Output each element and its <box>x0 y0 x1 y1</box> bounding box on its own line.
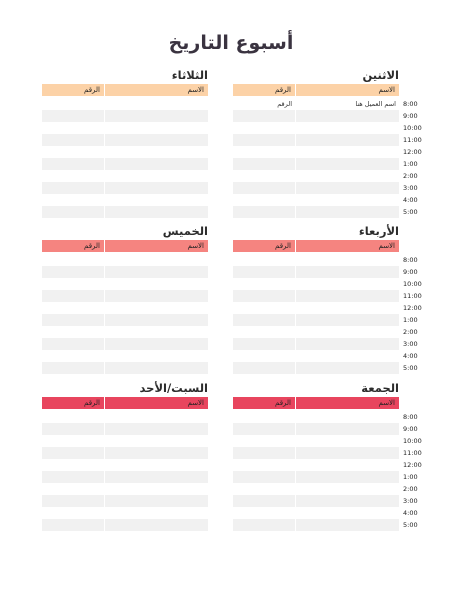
number-cell[interactable] <box>233 122 295 134</box>
number-cell[interactable] <box>42 483 104 495</box>
table-row <box>42 290 208 302</box>
number-cell[interactable] <box>42 134 104 146</box>
number-cell[interactable] <box>233 338 295 350</box>
name-cell[interactable] <box>296 411 399 423</box>
number-cell[interactable] <box>233 483 295 495</box>
name-cell[interactable] <box>105 362 208 374</box>
time-label: 5:00 <box>403 208 418 216</box>
number-cell[interactable] <box>42 447 104 459</box>
number-cell[interactable] <box>233 326 295 338</box>
time-label: 12:00 <box>403 461 422 469</box>
number-cell[interactable] <box>42 362 104 374</box>
name-cell[interactable] <box>105 110 208 122</box>
table-row <box>42 459 208 471</box>
name-cell[interactable] <box>296 266 399 278</box>
number-cell[interactable] <box>233 134 295 146</box>
name-cell[interactable] <box>296 206 399 218</box>
table-row <box>42 519 208 531</box>
column-header-name: الاسم <box>105 84 208 96</box>
table-row <box>42 314 208 326</box>
number-cell[interactable] <box>233 411 295 423</box>
name-cell[interactable] <box>105 314 208 326</box>
table-header <box>42 84 208 96</box>
table-row <box>233 423 418 435</box>
table-row <box>42 266 208 278</box>
name-cell[interactable] <box>296 362 399 374</box>
time-label: 5:00 <box>403 364 418 372</box>
number-cell[interactable] <box>42 326 104 338</box>
day-title-weekend: السبت/الأحد <box>139 381 208 395</box>
time-label: 10:00 <box>403 124 422 132</box>
table-row <box>42 278 208 290</box>
name-cell[interactable] <box>105 254 208 266</box>
number-cell[interactable] <box>42 146 104 158</box>
number-cell[interactable] <box>233 158 295 170</box>
day-title-friday: الجمعة <box>361 381 399 395</box>
column-header-number: الرقم <box>42 240 104 252</box>
name-cell[interactable] <box>105 411 208 423</box>
name-cell[interactable] <box>296 110 399 122</box>
name-cell[interactable] <box>296 278 399 290</box>
table-row <box>42 435 208 447</box>
number-cell[interactable] <box>233 519 295 531</box>
number-cell[interactable] <box>233 495 295 507</box>
name-cell[interactable] <box>105 98 208 110</box>
name-cell[interactable] <box>105 519 208 531</box>
time-label: 10:00 <box>403 280 422 288</box>
time-label: 2:00 <box>403 328 418 336</box>
number-cell[interactable] <box>233 146 295 158</box>
name-cell[interactable] <box>105 495 208 507</box>
number-cell[interactable] <box>42 459 104 471</box>
name-cell[interactable] <box>296 519 399 531</box>
day-title-monday: الاثنين <box>362 68 399 82</box>
column-header-number: الرقم <box>42 397 104 409</box>
name-cell[interactable] <box>105 423 208 435</box>
name-cell[interactable] <box>296 350 399 362</box>
number-cell[interactable] <box>233 447 295 459</box>
table-row <box>42 254 208 266</box>
number-cell[interactable] <box>233 290 295 302</box>
time-label: 8:00 <box>403 100 418 108</box>
name-cell[interactable] <box>105 507 208 519</box>
table-row <box>233 519 418 531</box>
table-row <box>42 158 208 170</box>
table-row <box>233 362 418 374</box>
time-label: 9:00 <box>403 112 418 120</box>
number-cell[interactable] <box>42 194 104 206</box>
table-row <box>42 423 208 435</box>
table-row <box>233 170 418 182</box>
table-row <box>233 122 422 134</box>
table-row <box>233 182 418 194</box>
time-label: 2:00 <box>403 172 418 180</box>
time-label: 1:00 <box>403 160 418 168</box>
name-cell[interactable] <box>105 122 208 134</box>
number-cell[interactable] <box>42 254 104 266</box>
column-header-name: الاسم <box>296 84 399 96</box>
number-cell[interactable] <box>233 170 295 182</box>
table-row <box>42 146 208 158</box>
name-cell[interactable] <box>296 134 399 146</box>
number-cell[interactable] <box>233 471 295 483</box>
number-cell[interactable] <box>42 206 104 218</box>
column-header-name: الاسم <box>105 397 208 409</box>
name-cell[interactable] <box>105 302 208 314</box>
time-label: 3:00 <box>403 184 418 192</box>
name-cell[interactable] <box>296 459 399 471</box>
time-label: 11:00 <box>403 136 422 144</box>
table-row <box>42 134 208 146</box>
table-row <box>42 122 208 134</box>
table-row <box>42 194 208 206</box>
number-cell[interactable] <box>42 338 104 350</box>
day-title-tuesday: الثلاثاء <box>171 68 208 82</box>
table-row <box>233 158 418 170</box>
time-label: 12:00 <box>403 148 422 156</box>
number-cell[interactable] <box>233 266 295 278</box>
number-cell[interactable] <box>42 507 104 519</box>
name-cell[interactable] <box>296 254 399 266</box>
number-cell[interactable] <box>233 423 295 435</box>
time-label: 12:00 <box>403 304 422 312</box>
number-cell[interactable] <box>42 302 104 314</box>
table-row <box>233 471 418 483</box>
page-title: أسبوع التاريخ <box>168 32 294 54</box>
number-cell[interactable] <box>233 206 295 218</box>
table-row <box>233 254 418 266</box>
name-cell[interactable] <box>296 194 399 206</box>
name-cell[interactable] <box>105 290 208 302</box>
name-cell[interactable] <box>296 495 399 507</box>
table-header <box>233 397 399 409</box>
column-header-number: الرقم <box>233 84 295 96</box>
column-header-number: الرقم <box>233 397 295 409</box>
number-cell[interactable] <box>233 435 295 447</box>
number-cell[interactable] <box>42 182 104 194</box>
number-cell[interactable] <box>42 158 104 170</box>
number-cell[interactable] <box>42 122 104 134</box>
name-cell[interactable] <box>296 471 399 483</box>
table-row <box>42 411 208 423</box>
column-header-name: الاسم <box>105 240 208 252</box>
name-cell[interactable] <box>105 471 208 483</box>
name-cell[interactable] <box>105 483 208 495</box>
name-cell[interactable] <box>105 266 208 278</box>
table-row <box>42 206 208 218</box>
name-cell[interactable] <box>296 302 399 314</box>
name-cell[interactable] <box>105 459 208 471</box>
time-label: 9:00 <box>403 268 418 276</box>
name-cell[interactable] <box>296 122 399 134</box>
time-label: 3:00 <box>403 340 418 348</box>
time-label: 11:00 <box>403 292 422 300</box>
table-row <box>233 302 422 314</box>
number-cell[interactable] <box>233 194 295 206</box>
column-header-name: الاسم <box>296 240 399 252</box>
table-row <box>233 266 418 278</box>
number-cell[interactable] <box>42 411 104 423</box>
table-row <box>233 507 418 519</box>
table-row <box>42 326 208 338</box>
name-cell[interactable] <box>296 158 399 170</box>
name-cell[interactable] <box>296 170 399 182</box>
table-row <box>42 302 208 314</box>
table-row <box>42 98 208 110</box>
number-cell[interactable] <box>42 290 104 302</box>
table-row <box>233 326 418 338</box>
number-cell[interactable] <box>42 495 104 507</box>
number-cell[interactable] <box>42 423 104 435</box>
day-title-thursday: الخميس <box>162 224 208 238</box>
time-label: 1:00 <box>403 473 418 481</box>
name-cell[interactable] <box>296 146 399 158</box>
number-cell[interactable] <box>233 110 295 122</box>
table-row <box>42 362 208 374</box>
time-label: 11:00 <box>403 449 422 457</box>
name-cell[interactable] <box>105 158 208 170</box>
name-cell[interactable] <box>105 170 208 182</box>
name-cell[interactable] <box>296 447 399 459</box>
number-cell[interactable] <box>233 278 295 290</box>
table-row <box>42 483 208 495</box>
time-label: 5:00 <box>403 521 418 529</box>
name-cell[interactable] <box>296 338 399 350</box>
column-header-number: الرقم <box>233 240 295 252</box>
number-cell[interactable] <box>42 471 104 483</box>
table-row <box>42 495 208 507</box>
name-cell[interactable] <box>296 326 399 338</box>
table-row <box>233 110 418 122</box>
name-cell[interactable] <box>105 435 208 447</box>
column-header-number: الرقم <box>42 84 104 96</box>
table-row <box>233 134 422 146</box>
number-cell[interactable] <box>233 302 295 314</box>
number-cell[interactable] <box>233 314 295 326</box>
name-cell[interactable] <box>296 435 399 447</box>
number-cell[interactable] <box>233 507 295 519</box>
name-cell[interactable] <box>105 134 208 146</box>
table-row <box>42 471 208 483</box>
table-header <box>233 240 399 252</box>
number-cell[interactable] <box>233 182 295 194</box>
name-cell[interactable] <box>105 146 208 158</box>
number-cell[interactable]: الرقم <box>233 98 295 110</box>
name-cell[interactable] <box>105 206 208 218</box>
number-cell[interactable] <box>42 110 104 122</box>
time-label: 8:00 <box>403 413 418 421</box>
number-cell[interactable] <box>42 350 104 362</box>
number-cell[interactable] <box>42 519 104 531</box>
name-cell[interactable] <box>296 483 399 495</box>
table-row <box>233 290 422 302</box>
table-row <box>233 411 418 423</box>
time-label: 9:00 <box>403 425 418 433</box>
table-header <box>42 240 208 252</box>
table-header <box>42 397 208 409</box>
table-row <box>233 435 422 447</box>
table-row <box>42 507 208 519</box>
table-row <box>42 170 208 182</box>
time-label: 4:00 <box>403 352 418 360</box>
table-row <box>233 146 422 158</box>
number-cell[interactable] <box>42 266 104 278</box>
table-row <box>233 194 418 206</box>
number-cell[interactable] <box>233 362 295 374</box>
name-cell[interactable] <box>296 290 399 302</box>
number-cell[interactable] <box>42 278 104 290</box>
name-cell[interactable] <box>296 314 399 326</box>
number-cell[interactable] <box>42 98 104 110</box>
table-row <box>233 206 418 218</box>
time-label: 2:00 <box>403 485 418 493</box>
table-row <box>233 350 418 362</box>
table-row <box>233 483 418 495</box>
name-cell[interactable] <box>105 350 208 362</box>
table-row <box>42 447 208 459</box>
name-cell[interactable] <box>105 447 208 459</box>
table-row <box>233 338 418 350</box>
number-cell[interactable] <box>42 435 104 447</box>
table-row <box>42 110 208 122</box>
time-label: 3:00 <box>403 497 418 505</box>
time-label: 10:00 <box>403 437 422 445</box>
name-cell[interactable] <box>105 278 208 290</box>
number-cell[interactable] <box>233 350 295 362</box>
table-row <box>233 278 422 290</box>
table-row <box>42 338 208 350</box>
time-label: 1:00 <box>403 316 418 324</box>
table-row <box>233 447 422 459</box>
name-cell[interactable] <box>105 338 208 350</box>
number-cell[interactable] <box>233 254 295 266</box>
name-cell[interactable] <box>296 423 399 435</box>
number-cell[interactable] <box>42 314 104 326</box>
table-row <box>233 98 418 110</box>
time-label: 4:00 <box>403 509 418 517</box>
table-row <box>42 350 208 362</box>
name-cell[interactable] <box>105 182 208 194</box>
name-cell[interactable]: اسم العميل هنا <box>296 98 399 110</box>
number-cell[interactable] <box>233 459 295 471</box>
table-row <box>233 459 422 471</box>
number-cell[interactable] <box>42 170 104 182</box>
time-label: 4:00 <box>403 196 418 204</box>
column-header-name: الاسم <box>296 397 399 409</box>
name-cell[interactable] <box>296 182 399 194</box>
table-row <box>42 182 208 194</box>
table-header <box>233 84 399 96</box>
time-label: 8:00 <box>403 256 418 264</box>
name-cell[interactable] <box>105 194 208 206</box>
day-title-wednesday: الأربعاء <box>358 224 399 238</box>
name-cell[interactable] <box>296 507 399 519</box>
table-row <box>233 495 418 507</box>
table-row <box>233 314 418 326</box>
name-cell[interactable] <box>105 326 208 338</box>
